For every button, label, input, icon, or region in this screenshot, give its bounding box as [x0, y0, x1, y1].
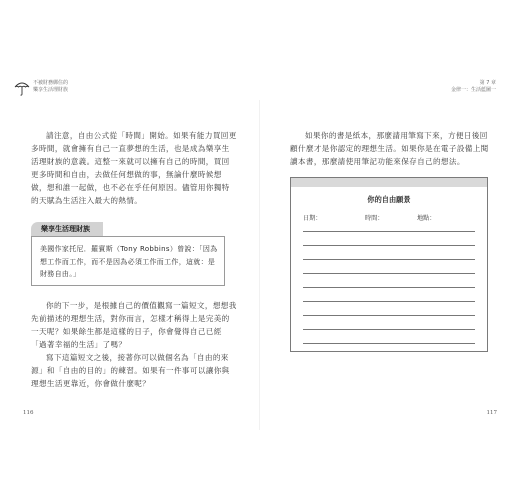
form-place-label: 地點： [417, 215, 436, 222]
form-header-bar [291, 178, 487, 187]
form-date-label: 日期： [303, 215, 322, 222]
writing-line[interactable] [303, 343, 475, 344]
left-header-line-2: 樂享生活理財族 [33, 87, 69, 93]
right-paragraph: 如果你的書是紙本，那麼請用筆寫下來，方便日後回顧什麼才是你認定的理想生活。如果你是在電子設備上閱讀本書，那麼請使用筆記功能來保存自己的想法。 [290, 131, 489, 166]
quote-text: 美國作家托尼．羅賓斯（Tony Robbins）曾說：「因為想工作而工作，而不是因為必須工作而工作，這就：是財務自由。」 [40, 245, 218, 278]
writing-line[interactable] [303, 273, 475, 274]
right-header-line-1: 第 7 章 [479, 80, 496, 86]
writing-line[interactable] [303, 315, 475, 316]
left-paragraph-3: 寫下這篇短文之後，接著你可以做個名為「自由的來源」和「自由的目的」的練習。如果有一件事可以讓你與理想生活更靠近，你會做什麼呢？ [31, 353, 230, 388]
writing-line[interactable] [303, 329, 475, 330]
left-page-number: 116 [23, 410, 34, 416]
right-page-number: 117 [486, 410, 497, 416]
writing-line[interactable] [303, 245, 475, 246]
freedom-vision-form [290, 177, 488, 352]
writing-line[interactable] [303, 231, 475, 232]
form-title: 你的自由願景 [367, 195, 411, 204]
section-label: 樂享生活理財族 [31, 222, 103, 236]
left-running-header [33, 80, 68, 94]
right-header-line-2: 金律一：生活藍圖一 [450, 87, 496, 93]
writing-line[interactable] [303, 259, 475, 260]
parasol-logo-icon [14, 80, 30, 96]
writing-line[interactable] [303, 301, 475, 302]
left-header-line-1: 不被財務綁住的 [33, 80, 69, 86]
writing-line[interactable] [303, 287, 475, 288]
left-paragraph-2: 你的下一步，是根據自己的價值觀寫一篇短文，想想我先前描述的理想生活，對你而言，怎樣才稱得上是完美的一天呢？如果餘生都是這樣的日子，你會覺得自己已經「過著幸福的生活」了嗎？ [31, 301, 237, 349]
form-time-label: 時間： [365, 215, 384, 222]
quote-box [31, 236, 225, 286]
right-running-header [451, 80, 496, 94]
page-gutter [259, 100, 260, 430]
left-paragraph-1: 請注意，自由公式從「時間」開始。如果有能力買回更多時間，就會擁有自己一直夢想的生活，也是成為樂享生活理財族的意義。這整一來就可以擁有自己的時間，買回更多時間和自由，去做任何想做的事，無論什麼時候想做，想和誰一起做，也不必在乎任何原因。儘管用你獨特的天賦為生活注入最大的熱情。 [31, 131, 237, 205]
